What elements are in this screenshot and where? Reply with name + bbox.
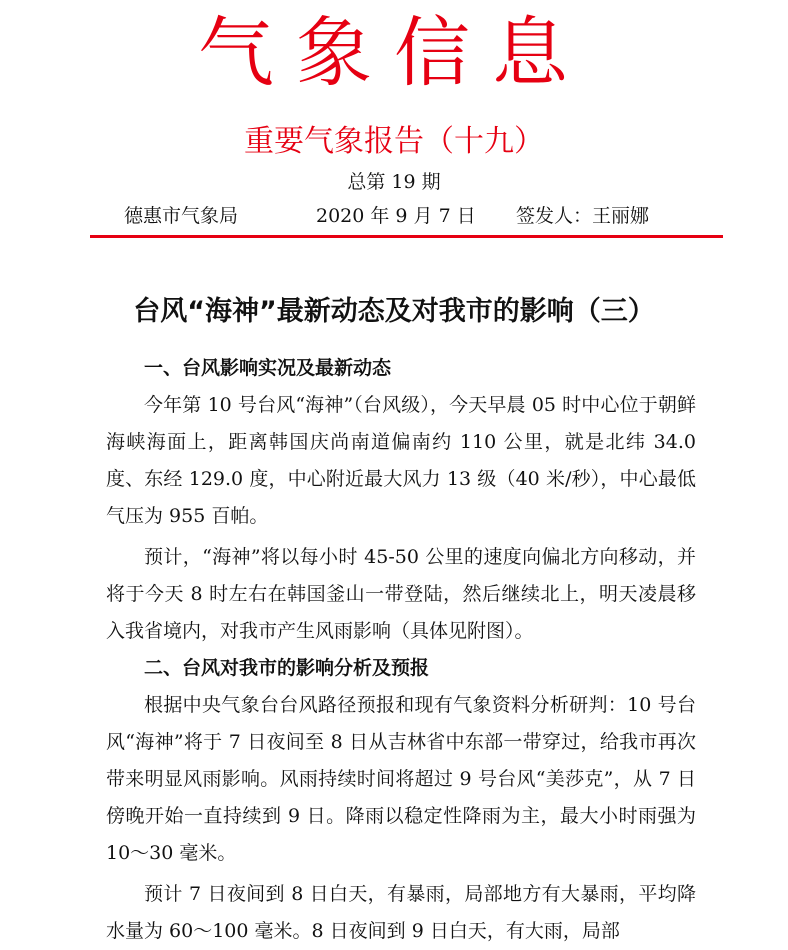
issue-meta-line bbox=[124, 202, 684, 230]
article-title: 台风“海神”最新动态及对我市的影响（三） bbox=[133, 296, 655, 327]
paragraph-2: 预计，“海神”将以每小时 45-50 公里的速度向偏北方向移动，并将于今天 8 时左右在韩国釜山一带登陆，然后继续北上，明天凌晨移入我省境内，对我市产生风雨影响（具体见附图）。 bbox=[106, 546, 696, 642]
paragraph-3: 根据中央气象台台风路径预报和现有气象资料分析研判：10 号台风“海神”将于 7 日夜间至 8 日从吉林省中东部一带穿过，给我市再次带来明显风雨影响。风雨持续时间将超过 9 号台风“美莎克”，从 7 日傍晚开始一直持续到 9 日。降雨以稳定性降雨为主，最大小时雨强为 10～30 毫米。 bbox=[106, 694, 696, 864]
signer: 签发人：王丽娜 bbox=[516, 205, 650, 227]
section-heading-2: 二、台风对我市的影响分析及预报 bbox=[144, 657, 430, 679]
section-heading-1: 一、台风影响实况及最新动态 bbox=[144, 357, 392, 379]
issue-number: 总第 19 期 bbox=[347, 171, 441, 193]
issuing-organization: 德惠市气象局 bbox=[124, 205, 239, 227]
report-subtitle: 重要气象报告（十九） bbox=[244, 124, 544, 159]
masthead-title: 气象信息 bbox=[198, 8, 590, 97]
paragraph-4: 预计 7 日夜间到 8 日白天，有暴雨，局部地方有大暴雨，平均降水量为 60～100 毫米。8 日夜间到 9 日白天，有大雨，局部 bbox=[106, 883, 696, 942]
article-body bbox=[106, 350, 696, 950]
issue-date: 2020 年 9 月 7 日 bbox=[316, 205, 476, 227]
paragraph-1: 今年第 10 号台风“海神”（台风级），今天早晨 05 时中心位于朝鲜海峡海面上，距离韩国庆尚南道偏南约 110 公里，就是北纬 34.0 度、东经 129.0 度，中心附近最大风力 13 级（40 米/秒），中心最低气压为 955 百帕。 bbox=[106, 394, 696, 527]
red-divider bbox=[90, 235, 723, 238]
